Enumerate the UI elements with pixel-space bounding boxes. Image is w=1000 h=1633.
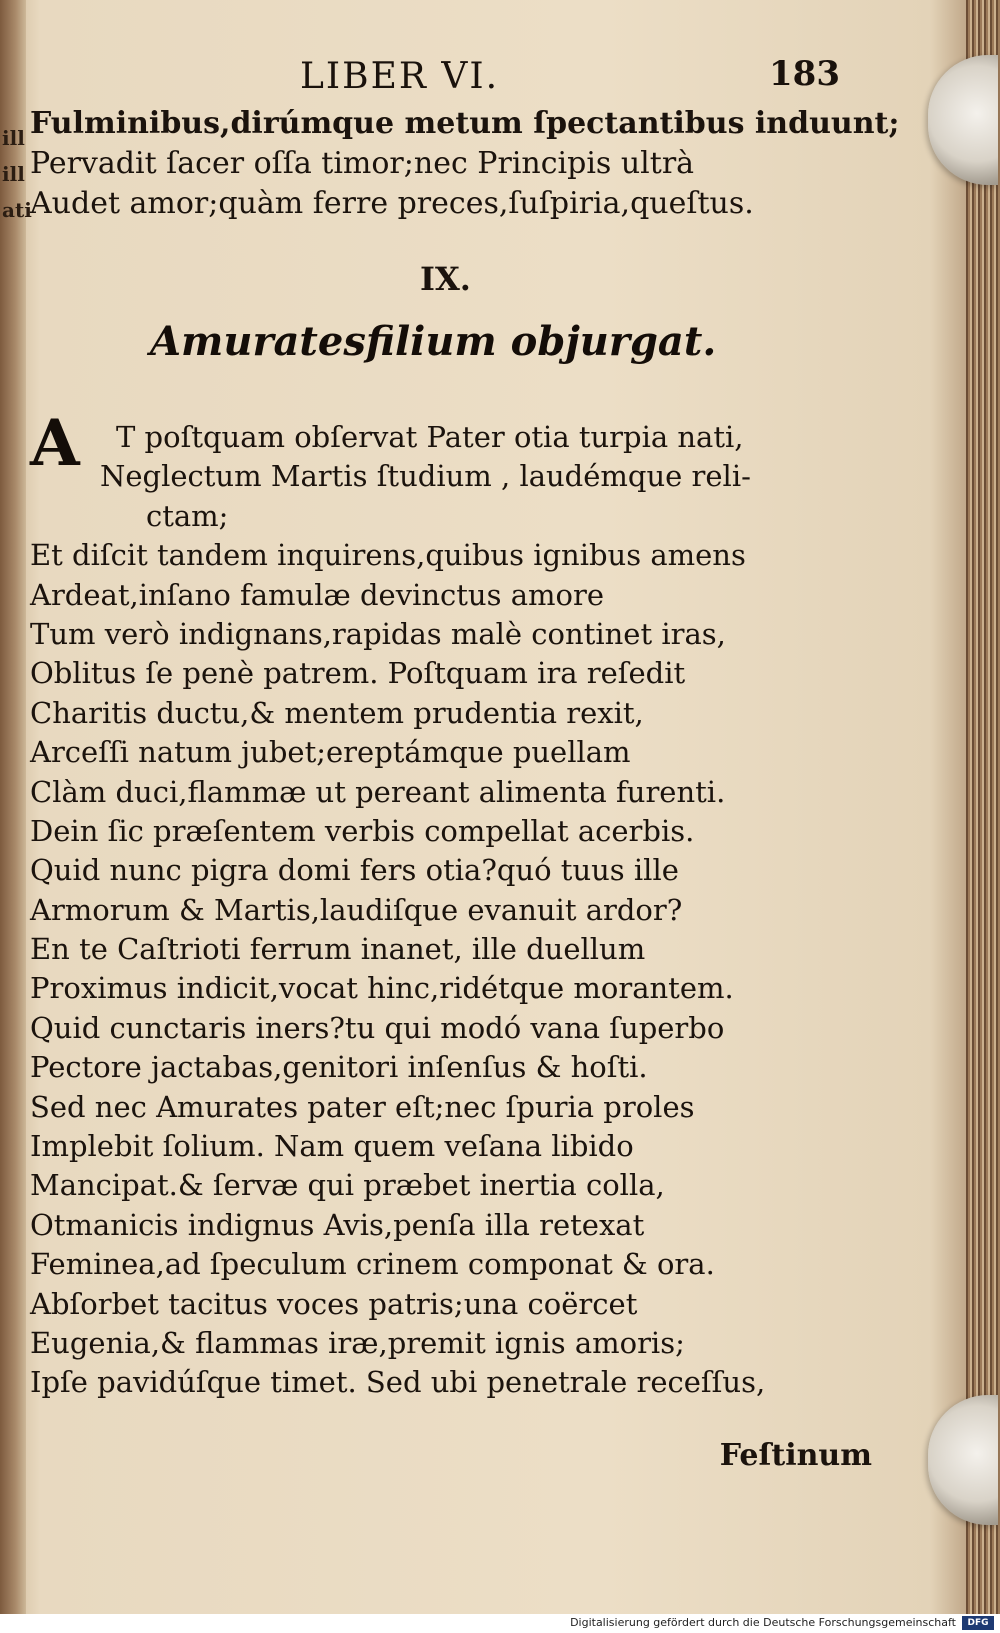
section-heading: Amuratesfilium objurgat.: [150, 318, 717, 365]
poem-line: Clàm duci,flammæ ut pereant alimenta furenti.: [30, 774, 726, 809]
left-fragment: ill: [2, 162, 25, 186]
poem-line: T poſtquam obſervat Pater otia turpia nati,: [116, 420, 744, 454]
poem-line: Tum verò indignans,rapidas malè continet iras,: [30, 616, 726, 651]
poem-line: Implebit ſolium. Nam quem veſana libido: [30, 1129, 634, 1164]
poem-line: Armorum & Martis,laudiſque evanuit ardor?: [30, 892, 683, 927]
poem-line: Sed nec Amurates pater eſt;nec ſpuria proles: [30, 1089, 695, 1124]
section-number: IX.: [420, 260, 471, 298]
dfg-logo: DFG: [962, 1616, 994, 1630]
left-page-spine: [0, 0, 32, 1633]
left-fragment: ill: [2, 126, 25, 150]
poem-text: [30, 418, 880, 1403]
poem-line: Neglectum Martis ſtudium , laudémque reli-: [100, 459, 751, 494]
poem-line: Mancipat.& ſervæ qui præbet inertia colla,: [30, 1168, 665, 1203]
poem-line: Quid cunctaris iners?tu qui modó vana ſuperbo: [30, 1010, 725, 1045]
book-clamp-bottom: [928, 1395, 998, 1525]
poem-line: Charitis ductu,& mentem prudentia rexit,: [30, 695, 644, 730]
catchword: Feſtinum: [719, 1438, 872, 1473]
poem-line: Quid nunc pigra domi fers otia?quó tuus ille: [30, 853, 679, 888]
poem-line: Ipſe pavidúſque timet. Sed ubi penetrale receſſus,: [30, 1365, 766, 1400]
poem-line: Et diſcit tandem inquirens,quibus ignibus amens: [30, 538, 746, 573]
poem-line: ctam;: [146, 498, 229, 533]
opening-lines: [30, 104, 900, 224]
drop-initial: A: [30, 406, 80, 481]
poem-line: Oblitus ſe penè patrem. Poſtquam ira reſedit: [30, 656, 686, 691]
book-clamp-top: [928, 55, 998, 185]
footer-bar: [0, 1614, 1000, 1633]
text-line: Fulminibus,dirúmque metum ſpectantibus induunt;: [30, 106, 900, 141]
poem-line: Feminea,ad ſpeculum crinem componat & ora.: [30, 1247, 715, 1282]
left-page-fragments: [2, 120, 32, 228]
running-header: [300, 56, 840, 100]
page-edge: [966, 0, 1000, 1633]
poem-line: Eugenia,& flammas iræ,premit ignis amoris;: [30, 1325, 685, 1360]
poem-line: En te Caſtrioti ferrum inanet, ille duellum: [30, 932, 646, 967]
poem-line: Pectore jactabas,genitori inſenſus & hoſti.: [30, 1050, 648, 1085]
poem-line: Arceſſi natum jubet;ereptámque puellam: [30, 735, 631, 770]
poem-line: Dein ſic præſentem verbis compellat acerbis.: [30, 813, 695, 848]
text-line: Audet amor;quàm ferre preces,ſuſpiria,queſtus.: [30, 186, 754, 221]
poem-line: Abſorbet tacitus voces patris;una coërcet: [30, 1286, 638, 1321]
left-fragment: ati: [2, 198, 32, 222]
poem-line: Otmanicis indignus Avis,penſa illa retexat: [30, 1207, 645, 1242]
poem-line: Proximus indicit,vocat hinc,ridétque morantem.: [30, 971, 734, 1006]
text-line: Pervadit ſacer oſſa timor;nec Principis ultrà: [30, 146, 695, 181]
funding-credit: Digitalisierung gefördert durch die Deutsche Forschungsgemeinschaft: [570, 1616, 956, 1629]
running-title: LIBER VI.: [300, 56, 500, 97]
page-number: 183: [769, 54, 840, 94]
poem-line: Ardeat,inſano famulæ devinctus amore: [30, 577, 604, 612]
